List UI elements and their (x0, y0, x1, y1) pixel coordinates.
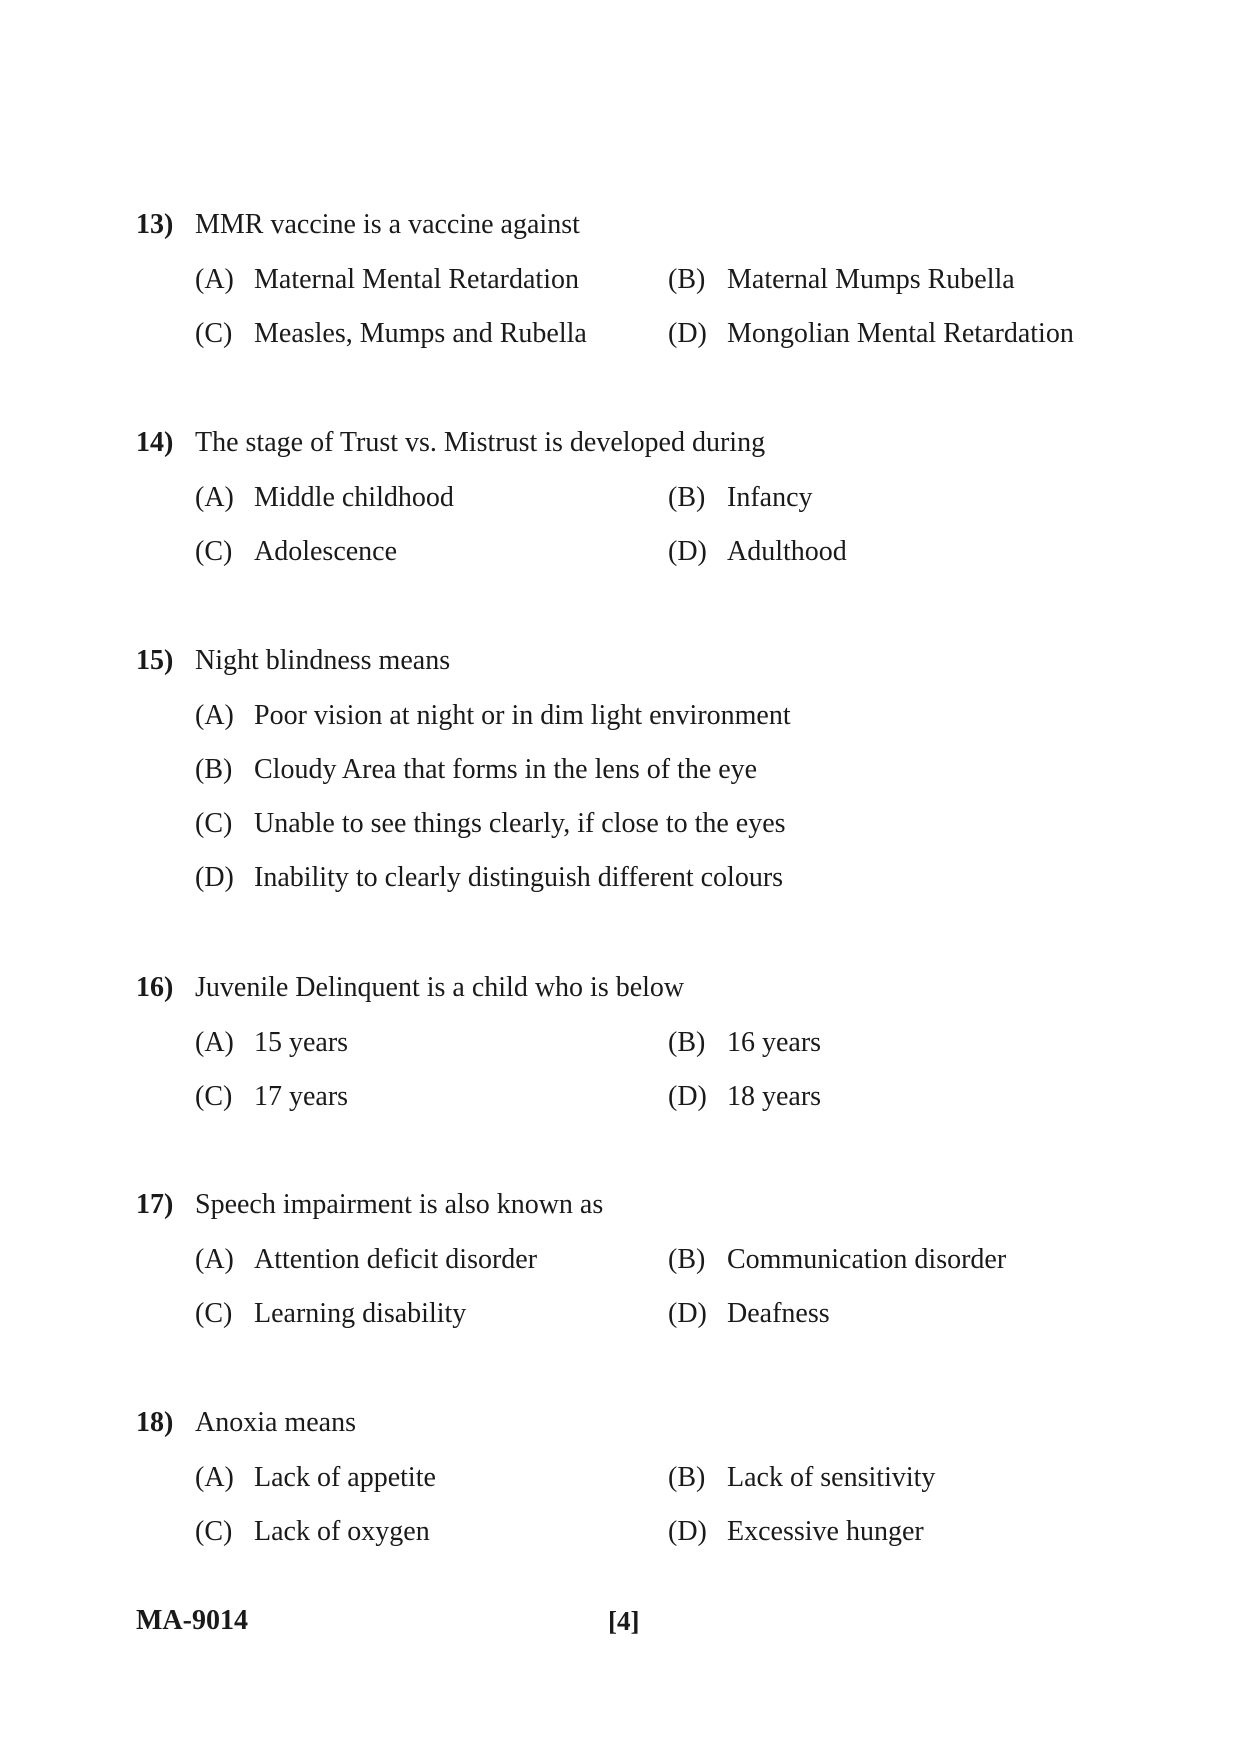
option-text: Adulthood (727, 536, 847, 567)
question-text: Speech impairment is also known as (195, 1189, 604, 1220)
option-letter: (C) (195, 1298, 233, 1329)
question-stem (136, 426, 765, 460)
option-d (195, 861, 783, 895)
option-letter: (B) (668, 1244, 706, 1275)
option-letter: (D) (668, 1516, 707, 1547)
option-letter: (B) (668, 1462, 706, 1493)
option-text: Lack of sensitivity (727, 1462, 936, 1493)
question-number: 15) (136, 645, 174, 676)
question-text: Night blindness means (195, 645, 451, 676)
option-text: Infancy (727, 482, 813, 513)
option-b (668, 1243, 1006, 1277)
question-stem (136, 1188, 603, 1222)
option-d (668, 1080, 821, 1114)
option-c (195, 317, 587, 351)
page-number: [4] (608, 1606, 640, 1636)
question-text: Anoxia means (195, 1407, 356, 1438)
option-text: Adolescence (254, 536, 398, 567)
option-letter: (D) (668, 536, 707, 567)
option-text: 18 years (727, 1081, 822, 1112)
option-text: 15 years (254, 1027, 349, 1058)
option-a (195, 1026, 348, 1060)
option-b (668, 263, 1015, 297)
option-c (195, 1080, 348, 1114)
option-letter: (B) (668, 1027, 706, 1058)
question-text: MMR vaccine is a vaccine against (195, 209, 580, 240)
option-b (195, 753, 757, 787)
option-letter: (A) (195, 700, 234, 731)
option-text: Attention deficit disorder (254, 1244, 538, 1275)
option-letter: (C) (195, 536, 233, 567)
option-d (668, 317, 1074, 351)
option-b (668, 1461, 935, 1495)
option-d (668, 1515, 924, 1549)
option-letter: (B) (195, 754, 233, 785)
option-letter: (D) (668, 1298, 707, 1329)
option-c (195, 535, 397, 569)
option-letter: (A) (195, 1027, 234, 1058)
option-letter: (A) (195, 264, 234, 295)
option-text: 17 years (254, 1081, 349, 1112)
option-letter: (B) (668, 264, 706, 295)
question-text: Juvenile Delinquent is a child who is below (195, 972, 685, 1003)
option-text: Unable to see things clearly, if close to the eyes (254, 808, 786, 839)
option-a (195, 263, 579, 297)
question-stem (136, 1406, 356, 1440)
option-text: Maternal Mumps Rubella (727, 264, 1015, 295)
question-stem (136, 644, 450, 678)
option-text: Lack of oxygen (254, 1516, 430, 1547)
option-text: Deafness (727, 1298, 830, 1329)
question-number: 18) (136, 1407, 174, 1438)
option-b (668, 1026, 821, 1060)
option-b (668, 481, 813, 515)
option-text: Cloudy Area that forms in the lens of the eye (254, 754, 758, 785)
option-text: Mongolian Mental Retardation (727, 318, 1074, 349)
option-text: Learning disability (254, 1298, 467, 1329)
option-text: 16 years (727, 1027, 822, 1058)
option-c (195, 1297, 466, 1331)
option-d (668, 1297, 830, 1331)
option-letter: (D) (668, 318, 707, 349)
option-letter: (C) (195, 318, 233, 349)
option-text: Middle childhood (254, 482, 454, 513)
option-text: Lack of appetite (254, 1462, 436, 1493)
question-number: 13) (136, 209, 174, 240)
option-c (195, 1515, 430, 1549)
option-text: Communication disorder (727, 1244, 1007, 1275)
option-text: Poor vision at night or in dim light environment (254, 700, 791, 731)
option-a (195, 1243, 537, 1277)
option-letter: (A) (195, 1244, 234, 1275)
option-a (195, 481, 454, 515)
option-text: Measles, Mumps and Rubella (254, 318, 587, 349)
option-letter: (A) (195, 1462, 234, 1493)
option-text: Excessive hunger (727, 1516, 924, 1547)
option-a (195, 1461, 436, 1495)
option-a (195, 699, 791, 733)
question-number: 17) (136, 1189, 174, 1220)
option-letter: (C) (195, 1081, 233, 1112)
option-letter: (D) (668, 1081, 707, 1112)
option-letter: (C) (195, 1516, 233, 1547)
question-number: 16) (136, 972, 174, 1003)
question-stem (136, 208, 580, 242)
paper-code: MA-9014 (136, 1605, 248, 1636)
question-stem (136, 971, 684, 1005)
option-d (668, 535, 847, 569)
question-number: 14) (136, 427, 174, 458)
option-text: Inability to clearly distinguish different colours (254, 862, 784, 893)
option-letter: (D) (195, 862, 234, 893)
option-letter: (C) (195, 808, 233, 839)
question-text: The stage of Trust vs. Mistrust is developed during (195, 427, 766, 458)
option-letter: (A) (195, 482, 234, 513)
option-text: Maternal Mental Retardation (254, 264, 579, 295)
option-c (195, 807, 786, 841)
option-letter: (B) (668, 482, 706, 513)
